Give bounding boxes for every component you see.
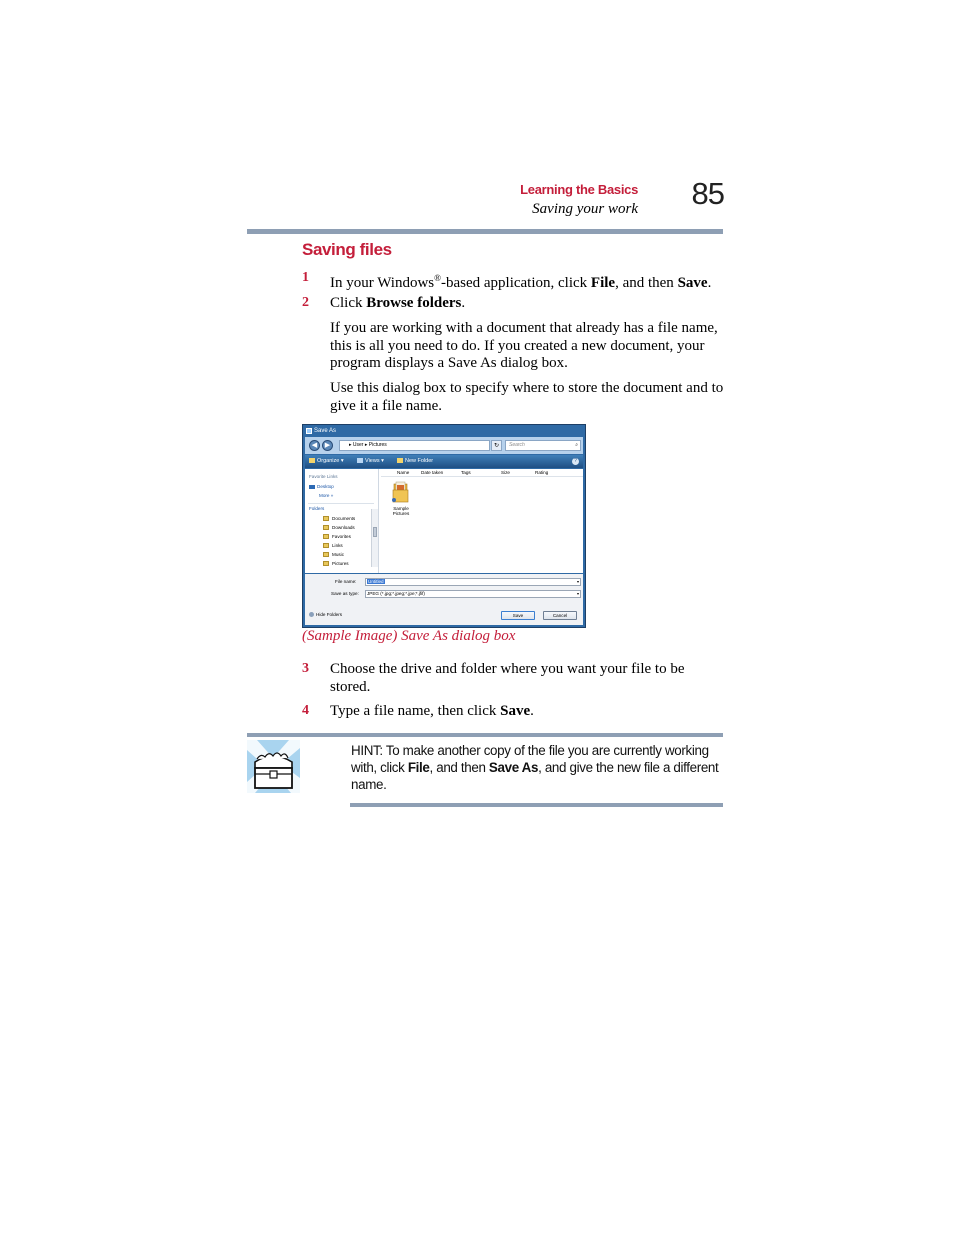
chevron-up-icon xyxy=(309,612,314,617)
section-title: Saving your work xyxy=(532,201,638,217)
step-text xyxy=(330,703,725,721)
registered-mark: ® xyxy=(434,273,441,283)
save-as-type-field xyxy=(365,590,581,598)
step-text-part: . xyxy=(707,275,712,291)
folder-item xyxy=(323,552,344,557)
navigation-pane xyxy=(305,469,379,573)
ui-term: File xyxy=(407,760,430,775)
views-menu xyxy=(357,455,384,468)
save-as-type-value: JPEG (*.jpg;*.jpeg;*.jpe;*.jfif) xyxy=(367,591,425,596)
hint-text-part: HINT: To make another copy of the file you are currently working with, click xyxy=(351,743,709,775)
step-text-part: Click xyxy=(330,295,367,311)
back-icon: ◀ xyxy=(309,440,320,451)
tree-scrollbar xyxy=(371,509,378,567)
step-number: 1 xyxy=(302,270,309,285)
column-header: Size xyxy=(501,470,510,475)
dialog-title-bar xyxy=(305,426,583,436)
toolbar-label: Views ▾ xyxy=(365,458,384,464)
section-heading: Saving files xyxy=(302,240,392,259)
step-number: 2 xyxy=(302,295,309,310)
organize-menu xyxy=(309,455,344,468)
sample-pictures-folder-icon xyxy=(391,481,409,503)
folder-icon xyxy=(323,525,329,530)
folder-icon xyxy=(323,561,329,566)
step-text xyxy=(330,270,725,293)
save-button: Save xyxy=(501,611,535,620)
chevron-down-icon: ▾ xyxy=(576,591,579,596)
paragraph: If you are working with a document that already has a file name, this is all you need to do. If you created a new document, your program displays a Save As dialog box. xyxy=(330,320,718,371)
file-name-field xyxy=(365,578,581,586)
save-as-type-label: Save as type: xyxy=(331,591,359,596)
ui-term: File xyxy=(590,275,616,291)
hint-bottom-rule xyxy=(350,803,723,807)
column-header: Name xyxy=(397,470,410,475)
ui-term: Save As xyxy=(488,760,539,775)
cancel-button: Cancel xyxy=(543,611,577,620)
desktop-icon xyxy=(309,485,315,489)
folder-icon xyxy=(323,543,329,548)
toolbar-label: Organize ▾ xyxy=(317,458,344,464)
hint-top-rule xyxy=(247,733,723,737)
folder-label: Downloads xyxy=(332,525,355,530)
search-placeholder: Search xyxy=(509,442,525,448)
help-icon: ? xyxy=(572,458,579,465)
dialog-toolbar xyxy=(305,455,583,468)
column-header: Rating xyxy=(535,470,549,475)
views-icon xyxy=(357,458,363,463)
address-text: ▸ User ▸ Pictures xyxy=(349,442,387,448)
top-rule xyxy=(247,229,723,234)
hint-text-part: , and give the new file a different name. xyxy=(351,760,719,792)
forward-icon: ▶ xyxy=(322,440,333,451)
refresh-icon: ↻ xyxy=(491,440,502,451)
folder-item xyxy=(323,516,355,521)
step-number: 4 xyxy=(302,703,309,718)
page-number: 85 xyxy=(691,176,724,211)
treasure-chest-icon xyxy=(247,740,300,793)
new-folder-button xyxy=(397,455,433,468)
ui-term: Save xyxy=(677,275,708,291)
scrollbar-thumb xyxy=(373,527,377,537)
folder-item xyxy=(323,534,351,539)
step-text xyxy=(330,295,725,313)
folder-item xyxy=(323,543,343,548)
toolbar-label: New Folder xyxy=(405,458,434,464)
folder-item xyxy=(323,561,349,566)
folder-item xyxy=(323,525,355,530)
folder-label: Documents xyxy=(332,516,356,521)
hint-text xyxy=(351,742,723,793)
search-icon: ⌕ xyxy=(575,442,578,448)
chevron-down-icon: ▾ xyxy=(576,579,579,584)
favorite-link-desktop xyxy=(309,484,334,489)
paragraph: Use this dialog box to specify where to store the document and to give it a file name. xyxy=(330,380,724,414)
folder-icon xyxy=(397,458,403,463)
dialog-title: Save As xyxy=(314,428,337,434)
step-text-part: -based application, click xyxy=(440,275,591,291)
folder-icon xyxy=(323,516,329,521)
chapter-title: Learning the Basics xyxy=(520,182,638,197)
folder-icon xyxy=(323,534,329,539)
step-text-part: . xyxy=(530,703,534,719)
column-header: Date taken xyxy=(421,470,444,475)
step-text-part: . xyxy=(461,295,466,311)
dialog-body xyxy=(305,469,583,573)
column-headers xyxy=(381,469,583,477)
folder-label: Pictures xyxy=(332,561,349,566)
favorite-links-header: Favorite Links xyxy=(309,474,338,479)
dialog-footer xyxy=(305,574,583,625)
hide-folders-label: Hide Folders xyxy=(316,612,343,617)
favorite-link-label: Desktop xyxy=(317,484,334,489)
folder-icon xyxy=(323,552,329,557)
save-as-dialog-image xyxy=(302,424,586,628)
organize-icon xyxy=(309,458,315,463)
ui-term: Save xyxy=(500,703,531,719)
step-number: 3 xyxy=(302,661,309,676)
window-icon xyxy=(306,428,312,434)
folders-header: Folders xyxy=(309,506,325,511)
address-bar xyxy=(305,437,583,454)
figure-caption: (Sample Image) Save As dialog box xyxy=(302,628,516,644)
folder-label: Favorites xyxy=(332,534,351,539)
file-name-value: Untitled xyxy=(368,579,384,584)
pane-divider xyxy=(308,503,374,504)
column-header: Tags xyxy=(461,470,471,475)
step-text-part: , and then xyxy=(615,275,678,291)
step-text-part: Type a file name, then click xyxy=(330,703,501,719)
step-text: Choose the drive and folder where you want your file to be stored. xyxy=(330,661,685,695)
step-text-part: In your Windows xyxy=(330,275,435,291)
hide-folders-toggle xyxy=(309,612,342,617)
address-field xyxy=(339,440,490,451)
ui-term: Browse folders xyxy=(366,295,462,311)
file-item-label: Sample Pictures xyxy=(392,506,410,516)
search-field xyxy=(505,440,581,451)
hint-text-part: , and then xyxy=(429,760,489,775)
file-name-label: File name: xyxy=(335,579,357,584)
folder-label: Links xyxy=(332,543,343,548)
favorite-link-more: More » xyxy=(319,493,334,498)
folder-label: Music xyxy=(332,552,344,557)
